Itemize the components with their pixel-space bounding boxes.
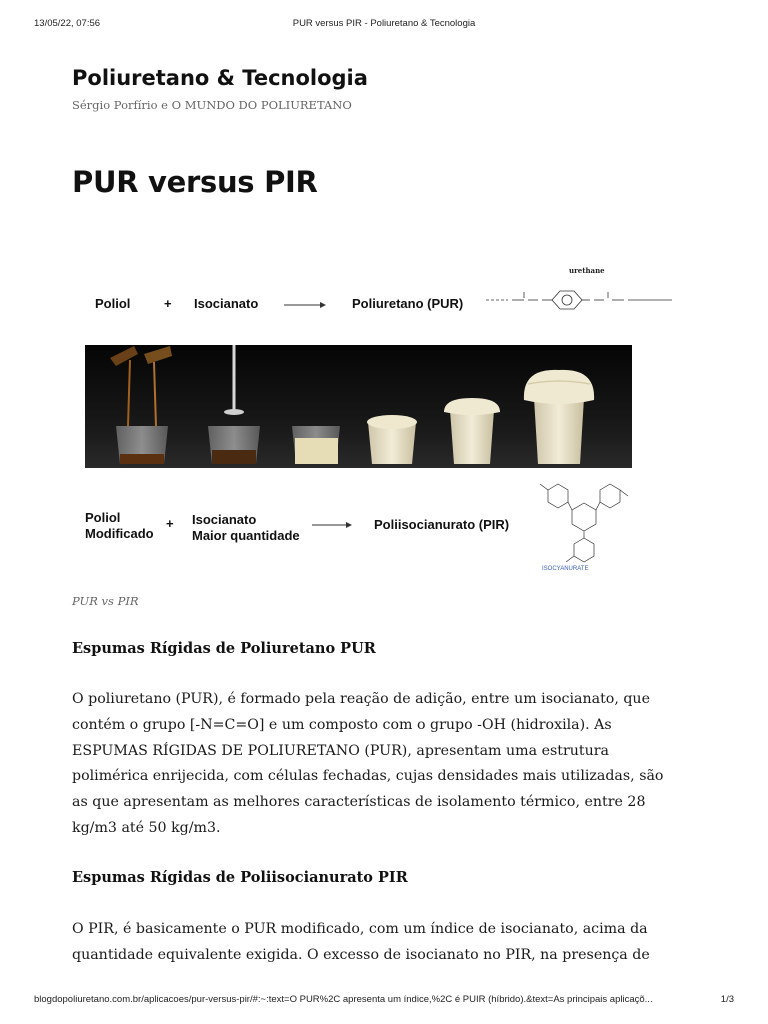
paragraph-line: quantidade equivalente exigida. O excesso de isocianato no PIR, na presença de xyxy=(72,946,650,963)
paragraph-line: O PIR, é basicamente o PUR modificado, com um índice de isocianato, acima da xyxy=(72,921,648,937)
paragraph-line: O poliuretano (PUR), é formado pela reação de adição, entre um isocianato, que xyxy=(72,691,650,707)
site-description: Sérgio Porfírio e O MUNDO DO POLIURETANO xyxy=(72,98,352,112)
print-doc-title: PUR versus PIR - Poliuretano & Tecnologia xyxy=(292,18,476,29)
row1-plus: + xyxy=(164,296,172,311)
row2-poliol-line1: Poliol xyxy=(85,510,121,525)
row1-product-label: Poliuretano (PUR) xyxy=(352,296,464,311)
row1-poliol-label: Poliol xyxy=(95,296,131,311)
print-date: 13/05/22, 07:56 xyxy=(34,18,101,29)
row2-product-label: Poliisocianurato (PIR) xyxy=(374,517,510,532)
urethane-structure xyxy=(486,266,672,309)
post-title: PUR versus PIR xyxy=(72,165,318,199)
isocyanurate-structure xyxy=(540,484,628,572)
isocyanurate-label: ISOCYANURATE xyxy=(542,566,589,572)
pur-vs-pir-figure xyxy=(72,258,692,578)
paragraph-line: kg/m3 até 50 kg/m3. xyxy=(72,819,221,836)
print-header xyxy=(0,18,768,32)
print-page-number: 1/3 xyxy=(720,994,734,1005)
urethane-label: urethane xyxy=(569,266,605,275)
row2-arrow-head xyxy=(346,522,352,528)
section-heading-pur: Espumas Rígidas de Poliuretano PUR xyxy=(72,640,376,657)
paragraph-line: contém o grupo [-N=C=O] e um composto com o grupo -OH (hidroxila). As xyxy=(72,716,612,733)
section-heading-pir: Espumas Rígidas de Poliisocianurato PIR xyxy=(72,869,408,886)
pur-pir-diagram xyxy=(72,258,692,578)
row2-poliol-line2: Modificado xyxy=(85,526,154,541)
paragraph-line: ESPUMAS RÍGIDAS DE POLIURETANO (PUR), apresentam uma estrutura xyxy=(72,742,609,759)
figure-caption: PUR vs PIR xyxy=(72,594,139,608)
row2-plus: + xyxy=(166,516,174,531)
paragraph-line: as que apresentam as melhores características de isolamento térmico, entre 28 xyxy=(72,794,646,811)
paragraph-pur xyxy=(72,687,700,842)
row1-arrow-head xyxy=(320,302,326,308)
print-url: blogdopoliuretano.com.br/aplicacoes/pur-versus-pir/#:~:text=O PUR%2C apresenta um índice,%2C é PUIR (híbrido).&text=As principais aplicaçõ... xyxy=(34,994,653,1005)
print-footer xyxy=(0,994,768,1008)
row2-isocianato-line1: Isocianato xyxy=(192,512,257,527)
paragraph-line: polimérica enrijecida, com células fechadas, cujas densidades mais utilizadas, são xyxy=(72,768,664,785)
site-title-link[interactable]: Poliuretano & Tecnologia xyxy=(72,66,368,90)
paragraph-pir xyxy=(72,917,700,969)
row2-isocianato-line2: Maior quantidade xyxy=(192,528,300,543)
row1-isocianato-label: Isocianato xyxy=(194,296,259,311)
